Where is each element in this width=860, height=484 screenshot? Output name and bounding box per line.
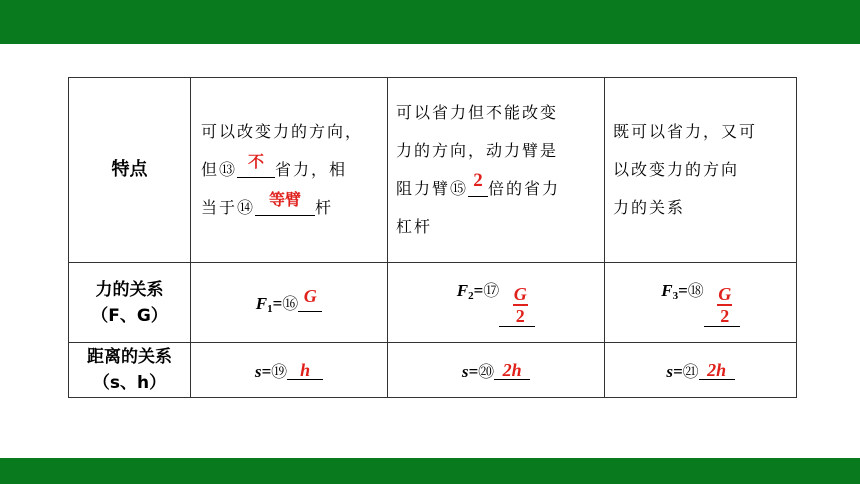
text-fragment: 杆 (315, 198, 334, 217)
header-force (69, 263, 191, 343)
answer-blank-20 (494, 361, 530, 380)
answer-text: h (300, 359, 311, 380)
equals-sign: = (272, 293, 283, 313)
text-line: 既可以省力，又可 (613, 122, 758, 141)
text-fragment: 但⑬ (201, 160, 238, 179)
text-line (201, 151, 381, 189)
text-fragment: 省力，相 (275, 160, 348, 179)
question-number: ⑲ (271, 361, 288, 381)
variable: s= (461, 361, 479, 381)
variable: F (661, 281, 673, 300)
formula-distance-col3 (388, 343, 605, 398)
question-number: ⑳ (478, 361, 495, 381)
answer-text: 不 (248, 152, 265, 171)
variable: F (456, 281, 469, 300)
text-line: 以改变力的方向 (613, 160, 740, 179)
answer-blank-15 (468, 170, 488, 197)
fraction (513, 284, 528, 326)
paragraph-col2 (191, 113, 387, 227)
answer-text: 等臂 (269, 190, 302, 209)
cell-feature-col3 (388, 78, 605, 263)
answer-text: 2 (473, 170, 483, 191)
answer-blank-17 (499, 284, 535, 327)
header-feature: 特点 (69, 78, 191, 263)
header-line: 力的关系 (95, 279, 164, 300)
text-fragment: 阻力臂⑮ (396, 179, 469, 198)
top-banner (0, 0, 860, 44)
text-line (201, 189, 381, 227)
text-line: 力的关系 (613, 198, 686, 217)
text-line: 可以改变力的方向， (201, 122, 364, 141)
formula-distance-col4 (605, 343, 797, 398)
question-number: ⑰ (483, 281, 500, 300)
subscript: 1 (267, 302, 273, 315)
answer-blank-18 (704, 284, 740, 327)
answer-blank-21 (699, 361, 735, 380)
cell-feature-col2 (191, 78, 388, 263)
numerator: G (718, 284, 732, 304)
denominator: 2 (515, 306, 525, 326)
header-line: （F、G） (91, 305, 168, 326)
cell-feature-col4 (605, 78, 797, 263)
text-line: 可以省力但不能改变 (396, 103, 559, 122)
pulley-comparison-table (68, 77, 797, 398)
question-number: ⑱ (687, 281, 704, 300)
equals-sign: = (678, 281, 688, 300)
question-number: ㉑ (682, 361, 699, 381)
variable: s= (254, 361, 272, 381)
answer-blank-14 (255, 190, 315, 216)
formula-force-col4 (605, 263, 797, 343)
variable: s= (666, 361, 683, 381)
denominator: 2 (720, 306, 730, 326)
subscript: 3 (672, 290, 679, 302)
table-row-distance (69, 343, 797, 398)
answer-text: 2h (502, 359, 522, 380)
equals-sign: = (473, 281, 484, 300)
subscript: 2 (468, 290, 474, 302)
text-line: 力的方向，动力臂是 (396, 141, 559, 160)
question-number: ⑯ (282, 293, 299, 313)
formula-force-col3 (388, 263, 605, 343)
text-line: 杠杆 (396, 217, 433, 236)
formula-force-col2 (191, 263, 388, 343)
answer-text: G (303, 285, 317, 306)
paragraph-col3 (388, 94, 604, 246)
answer-blank-19 (287, 361, 323, 380)
table-row-force (69, 263, 797, 343)
numerator: G (513, 284, 527, 304)
text-fragment: 倍的省力 (488, 179, 561, 198)
fraction (717, 284, 732, 326)
header-line: （s、h） (92, 373, 167, 393)
paragraph-col4 (605, 113, 796, 227)
bottom-banner (0, 458, 860, 484)
header-line: 距离的关系 (87, 347, 172, 367)
text-fragment: 当于⑭ (201, 198, 256, 217)
table-row-feature (69, 78, 797, 263)
text-line (396, 170, 598, 208)
variable: F (255, 293, 268, 313)
answer-text: 2h (707, 359, 727, 380)
answer-blank-13 (237, 152, 275, 178)
answer-blank-16 (298, 285, 322, 312)
formula-distance-col2 (191, 343, 388, 398)
header-distance (69, 343, 191, 398)
